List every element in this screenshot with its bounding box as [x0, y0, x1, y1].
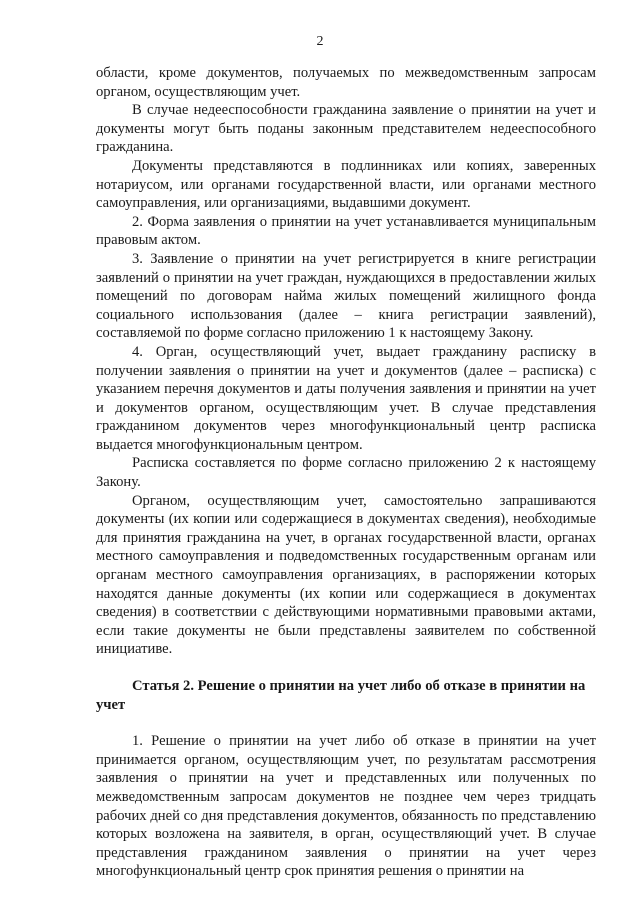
document-body [96, 64, 596, 881]
paragraph-registration: 3. Заявление о принятии на учет регистрируется в книге регистрации заявлений о принятии на учет граждан, нуждающихся в предоставлении жилых помещений по договорам найма жилых помещений жилищного фонда социального использования (далее – книга регистрации заявлений), составляемой по форме согласно приложению 1 к настоящему Закону. [96, 250, 596, 342]
paragraph-form: 2. Форма заявления о принятии на учет устанавливается муниципальным правовым актом. [96, 213, 596, 249]
paragraph-incapacity: В случае недееспособности гражданина заявление о принятии на учет и документы могут быть поданы законным представителем недееспособного гражданина. [96, 102, 596, 156]
paragraph-requests: Органом, осуществляющим учет, самостоятельно запрашиваются документы (их копии или содержащиеся в документах сведения), необходимые для принятия гражданина на учет, в органах государственной власти, органах местного самоуправления и подведомственных государственным органам или органам местного самоуправления организациях, в распоряжении которых находятся данные документы (их копии или содержащиеся в документах сведения) в соответствии с действующими нормативными правовыми актами, если такие документы не были представлены заявителем по собственной инициативе. [96, 492, 596, 658]
page-number: 2 [316, 34, 324, 49]
article-heading: Статья 2. Решение о принятии на учет либо об отказе в принятии на учет [96, 678, 586, 713]
article-paragraph: 1. Решение о принятии на учет либо об отказе в принятии на учет принимается органом, осуществляющим учет, по результатам рассмотрения заявления о принятии на учет и представленных или полученных по межведомственным запросам документов не позднее чем через тридцать рабочих дней со дня представления документов, обязанность по представлению которых возложена на заявителя, в орган, осуществляющий учет. В случае представления гражданином заявления о принятии на учет через многофункциональный центр срок принятия решения о принятии на [96, 733, 596, 880]
paragraph-receipt-form: Расписка составляется по форме согласно приложению 2 к настоящему Закону. [96, 455, 596, 491]
paragraph-receipt: 4. Орган, осуществляющий учет, выдает гражданину расписку в получении заявления о принятии на учет и документов (далее – расписка) с указанием перечня документов и даты получения заявления и принятии на учет и документов органом, осуществляющим учет. В случае представления гражданином документов через многофункциональный центр расписка выдается многофункциональным центром. [96, 343, 596, 453]
paragraph-continuation: области, кроме документов, получаемых по межведомственным запросам органом, осуществляющим учет. [96, 65, 596, 100]
paragraph-documents-copies: Документы представляются в подлинниках или копиях, заверенных нотариусом, или органами государственной власти, или органами местного самоуправления, или организациями, выдавшими документ. [96, 157, 596, 212]
